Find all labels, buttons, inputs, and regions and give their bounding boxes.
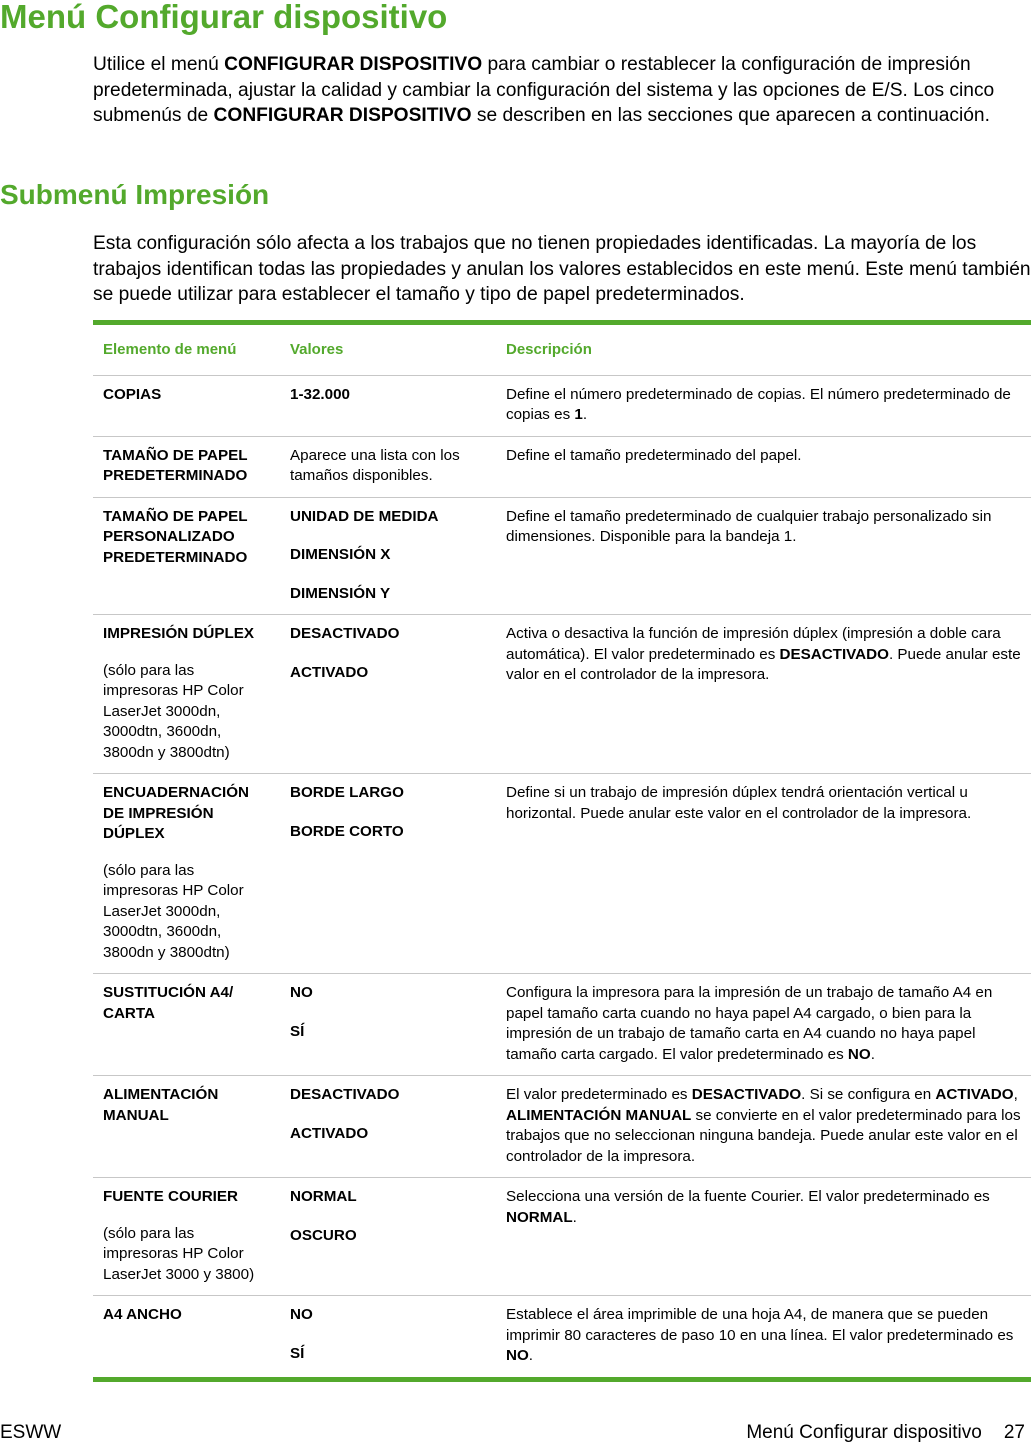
footer-label: ESWW: [0, 1422, 62, 1443]
description-cell: Define el número predeterminado de copias. El número predeterminado de copias es 1.: [496, 375, 1031, 436]
section-intro: Esta configuración sólo afecta a los trabajos que no tienen propiedades identificadas. La mayoría de los trabajos identifican todas las propiedades y anulan los valores establecidos en este menú. Este menú también se puede utilizar para establecer el tamaño y tipo de papel predeterminados.: [93, 233, 1031, 305]
footer-page-info: [746, 1422, 1025, 1444]
header-item: Elemento de menú: [93, 323, 280, 376]
item-cell: TAMAÑO DE PAPEL PERSONALIZADO PREDETERMINADO: [93, 497, 280, 615]
values-cell: UNIDAD DE MEDIDA DIMENSIÓN X DIMENSIÓN Y: [280, 497, 496, 615]
table-row: [93, 1178, 1031, 1296]
page-number: 27: [1003, 1422, 1025, 1443]
settings-table: [93, 320, 1031, 1382]
description-cell: Selecciona una versión de la fuente Courier. El valor predeterminado es NORMAL.: [496, 1178, 1031, 1296]
section-title: Submenú Impresión: [0, 179, 270, 210]
values-cell: DESACTIVADO ACTIVADO: [280, 1076, 496, 1178]
item-cell: A4 ANCHO: [103, 1306, 182, 1323]
item-cell: SUSTITUCIÓN A4/ CARTA: [93, 974, 280, 1076]
table-row: [93, 497, 1031, 615]
table-row: [93, 774, 1031, 974]
header-description: Descripción: [496, 323, 1031, 376]
item-cell: FUENTE COURIER (sólo para las impresoras HP Color LaserJet 3000 y 3800): [93, 1178, 280, 1296]
table-row: [93, 375, 1031, 436]
description-cell: Define si un trabajo de impresión dúplex tendrá orientación vertical u horizontal. Puede anular este valor en el controlador de la impresora.: [496, 774, 1031, 974]
item-cell: ENCUADERNACIÓN DE IMPRESIÓN DÚPLEX (sólo para las impresoras HP Color LaserJet 3000dn, 3000dtn, 3600dn, 3800dn y 3800dtn): [93, 774, 280, 974]
footer-section: Menú Configurar dispositivo: [746, 1422, 982, 1443]
values-cell: 1-32.000: [280, 375, 496, 436]
table-row: [93, 1296, 1031, 1380]
item-note: (sólo para las impresoras HP Color LaserJet 3000 y 3800): [103, 1224, 255, 1283]
description-cell: Define el tamaño predeterminado del papel.: [496, 436, 1031, 497]
values-cell: NO SÍ: [280, 974, 496, 1076]
header-values: Valores: [280, 323, 496, 376]
table-row: [93, 436, 1031, 497]
table-row: [93, 974, 1031, 1076]
description-cell: Establece el área imprimible de una hoja A4, de manera que se pueden imprimir 80 caracteres de paso 10 en una línea. El valor predeterminado es NO.: [506, 1306, 1014, 1364]
values-cell: NO SÍ: [290, 1306, 313, 1362]
item-note: (sólo para las impresoras HP Color LaserJet 3000dn, 3000dtn, 3600dn, 3800dn y 3800dtn): [103, 861, 244, 961]
table-row: [93, 615, 1031, 774]
item-cell: COPIAS: [93, 375, 280, 436]
table-row: [93, 1076, 1031, 1178]
item-note: (sólo para las impresoras HP Color LaserJet 3000dn, 3000dtn, 3600dn, 3800dn y 3800dtn): [103, 661, 244, 761]
intro-paragraph: Utilice el menú CONFIGURAR DISPOSITIVO para cambiar o restablecer la configuración de impresión predeterminada, ajustar la calidad y cambiar la configuración del sistema y las opciones de E/S. Los cinco submenús de CONFIGURAR DISPOSITIVO se describen en las secciones que aparecen a continuación.: [93, 54, 995, 126]
description-cell: Activa o desactiva la función de impresión dúplex (impresión a doble cara automática). El valor predeterminado es DESACTIVADO. Puede anular este valor en el controlador de la impresora.: [496, 615, 1031, 774]
description-cell: El valor predeterminado es DESACTIVADO. Si se configura en ACTIVADO, ALIMENTACIÓN MANUAL se convierte en el valor predeterminado para los trabajos que no seleccionan ninguna bandeja. Puede anular este valor en el controlador de la impresora.: [496, 1076, 1031, 1178]
table-header-row: [93, 323, 1031, 376]
page-title: Menú Configurar dispositivo: [0, 0, 448, 35]
item-cell: IMPRESIÓN DÚPLEX (sólo para las impresoras HP Color LaserJet 3000dn, 3000dtn, 3600dn, 3800dn y 3800dtn): [93, 615, 280, 774]
description-cell: Define el tamaño predeterminado de cualquier trabajo personalizado sin dimensiones. Disponible para la bandeja 1.: [496, 497, 1031, 615]
item-cell: TAMAÑO DE PAPEL PREDETERMINADO: [93, 436, 280, 497]
values-cell: DESACTIVADO ACTIVADO: [280, 615, 496, 774]
values-cell: NORMAL OSCURO: [280, 1178, 496, 1296]
item-cell: ALIMENTACIÓN MANUAL: [93, 1076, 280, 1178]
values-cell: BORDE LARGO BORDE CORTO: [280, 774, 496, 974]
description-cell: Configura la impresora para la impresión de un trabajo de tamaño A4 en papel tamaño carta cuando no haya papel A4 cargado, o bien para la impresión de un trabajo de tamaño carta en A4 cuando no haya papel tamaño carta cargado. El valor predeterminado es NO.: [496, 974, 1031, 1076]
values-cell: Aparece una lista con los tamaños disponibles.: [280, 436, 496, 497]
